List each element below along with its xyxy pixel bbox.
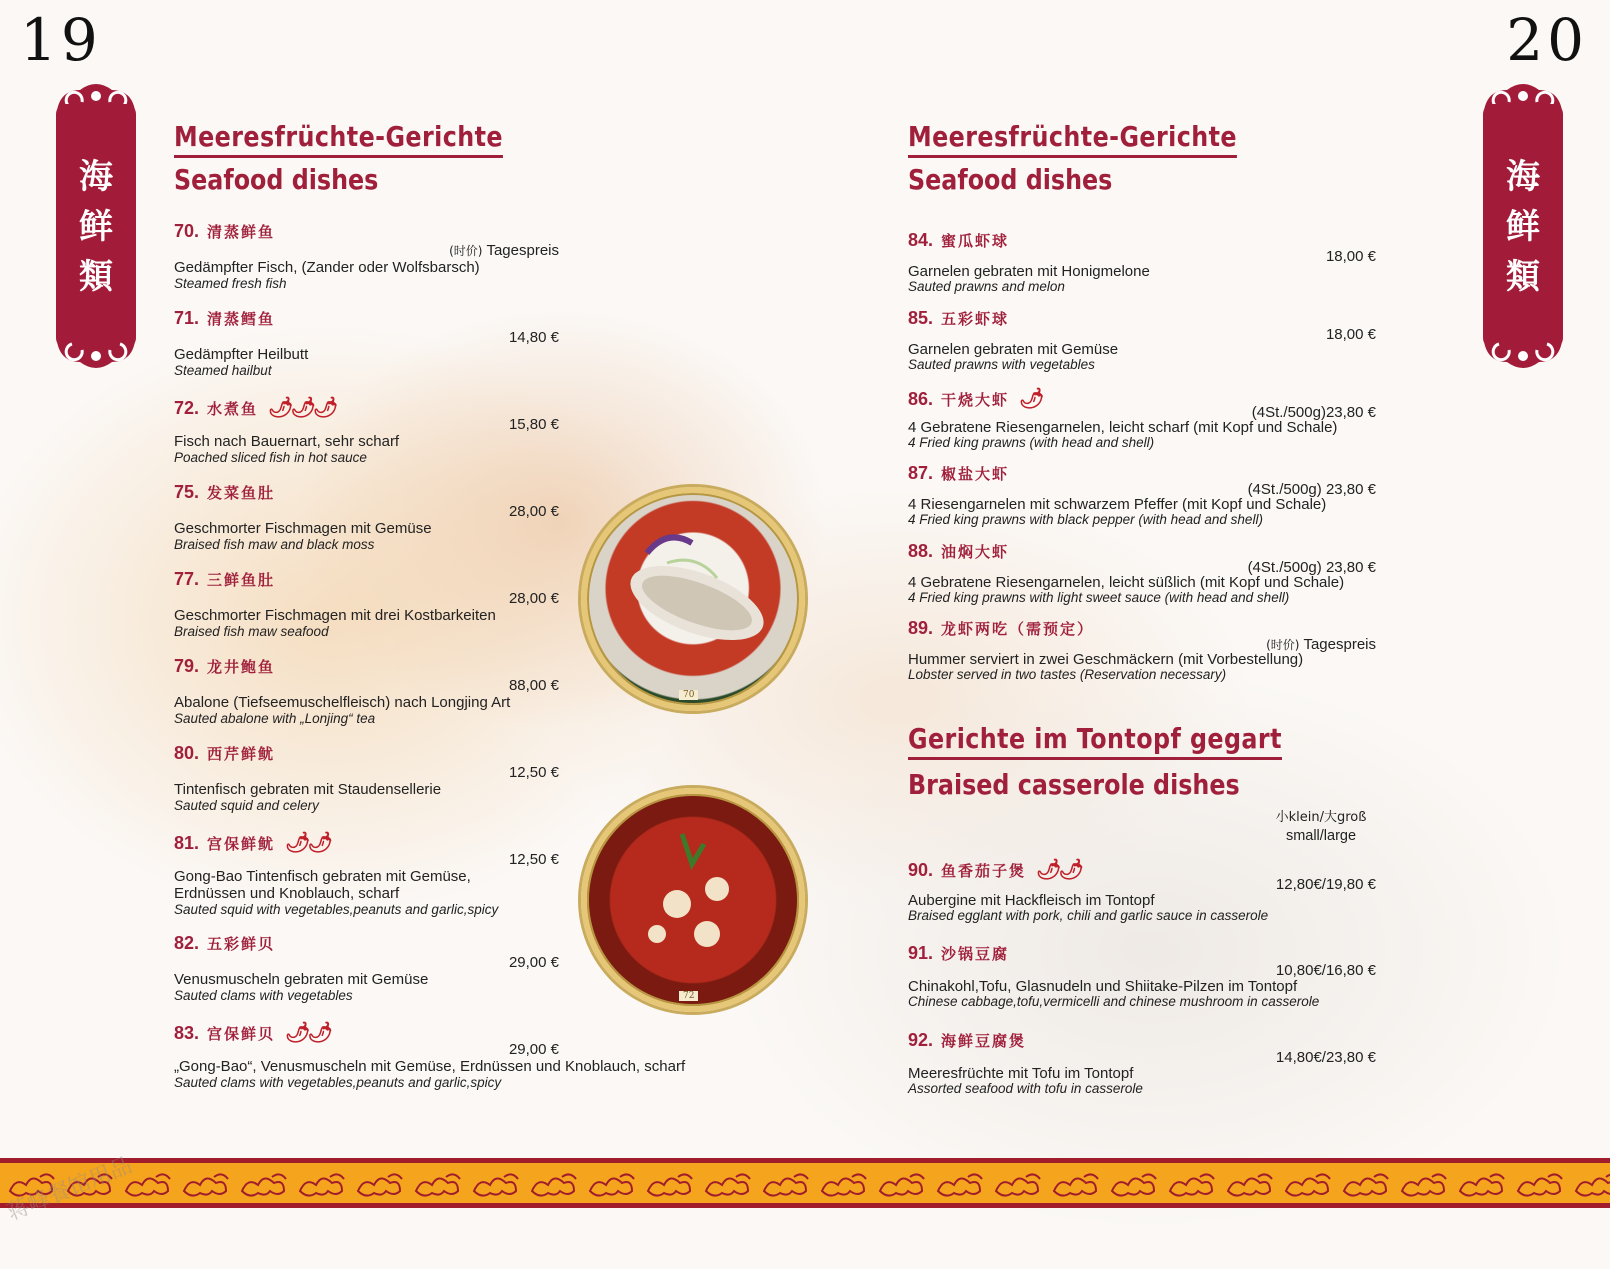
menu-item-english: 4 Fried king prawns with black pepper (with head and shell) — [908, 512, 1263, 527]
menu-item — [908, 463, 1376, 553]
section-title-casserole-en: Braised casserole dishes — [908, 768, 1240, 801]
menu-item-header — [908, 230, 1376, 256]
price-value: (4St./500g)23,80 € — [1251, 404, 1376, 421]
price-value: 12,50 € — [508, 764, 559, 781]
price-value: (4St./500g) 23,80 € — [1247, 481, 1376, 498]
menu-item-price — [509, 416, 559, 433]
menu-item — [908, 943, 1376, 1033]
menu-item-chinese-name: 清蒸鲜鱼 — [207, 223, 276, 241]
menu-item-price — [509, 764, 559, 781]
menu-item-german: Venusmuscheln gebraten mit Gemüse — [174, 971, 429, 988]
size-header-line2: small/large — [1285, 828, 1357, 844]
menu-item-price — [509, 677, 559, 694]
menu-item-english: Poached sliced fish in hot sauce — [174, 450, 367, 465]
menu-item-german: Geschmorter Fischmagen mit drei Kostbarkeiten — [174, 607, 496, 624]
menu-item — [174, 395, 559, 485]
menu-item — [908, 308, 1376, 398]
menu-item-price — [509, 590, 559, 607]
section-title-en: Seafood dishes — [174, 163, 379, 196]
menu-item-number: 70. — [174, 221, 200, 241]
menu-item-number: 90. — [908, 860, 934, 880]
category-banner-left — [50, 82, 142, 370]
price-tag: (时价) — [449, 244, 483, 258]
category-banner-right — [1477, 82, 1569, 370]
menu-item — [174, 656, 559, 746]
chili-pepper-icon: 🌶🌶 — [1036, 859, 1081, 881]
menu-item-price — [509, 1041, 559, 1058]
menu-item-english: Sauted prawns with vegetables — [908, 357, 1095, 372]
price-value: 28,00 € — [508, 590, 559, 607]
menu-item-chinese-name: 沙锅豆腐 — [941, 945, 1010, 963]
menu-item-number: 86. — [908, 389, 934, 409]
section-title-casserole-de — [908, 722, 1282, 755]
menu-item-english: Lobster served in two tastes (Reservation necessary) — [908, 667, 1227, 682]
cloud-pattern-icon — [0, 1163, 1610, 1203]
section-title-de — [174, 120, 503, 153]
menu-item-german: 4 Gebratene Riesengarnelen, leicht scharf (mit Kopf und Schale) — [908, 419, 1338, 436]
menu-item-number: 84. — [908, 230, 934, 250]
price-value: 15,80 € — [508, 416, 559, 433]
price-value: 18,00 € — [1325, 248, 1376, 265]
menu-item-number: 71. — [174, 308, 200, 328]
watermark: 蒋峰餐馆用品 — [3, 1153, 136, 1226]
photo-label: 70 — [679, 690, 698, 700]
menu-item-german: Aubergine mit Hackfleisch im Tontopf — [908, 892, 1155, 909]
menu-item-german: Chinakohl,Tofu, Glasnudeln und Shiitake-Pilzen im Tontopf — [908, 978, 1298, 995]
dish-photo-poached-fish — [581, 788, 805, 1012]
menu-item-chinese-name: 五彩鲜贝 — [207, 935, 276, 953]
menu-item-number: 80. — [174, 743, 200, 763]
menu-item-german: „Gong-Bao“, Venusmuscheln mit Gemüse, Erdnüssen und Knoblauch, scharf — [174, 1058, 686, 1075]
price-value: 28,00 € — [508, 503, 559, 520]
page-number-right: 20 — [1506, 6, 1588, 74]
section-title-de-text: Gerichte im Tontopf gegart — [908, 722, 1282, 755]
menu-item-chinese-name: 蜜瓜虾球 — [941, 232, 1010, 250]
menu-item-number: 89. — [908, 618, 934, 638]
menu-item-number: 79. — [174, 656, 200, 676]
menu-item-chinese-name: 宫保鲜贝 — [207, 1025, 276, 1043]
menu-item-english: Steamed hailbut — [174, 363, 272, 378]
menu-item-price — [1326, 326, 1376, 343]
section-title-de-text: Meeresfrüchte-Gerichte — [174, 120, 503, 153]
menu-item-number: 82. — [174, 933, 200, 953]
menu-item-chinese-name: 油焖大虾 — [941, 543, 1010, 561]
menu-item-number: 81. — [174, 833, 200, 853]
menu-item-german: Abalone (Tiefseemuschelfleisch) nach Longjing Art — [174, 694, 511, 711]
price-value: Tagespreis — [486, 242, 559, 259]
menu-item — [174, 743, 559, 833]
banner-char: 海 — [1506, 157, 1540, 197]
menu-item-german: Gong-Bao Tintenfisch gebraten mit Gemüse, — [174, 868, 471, 885]
banner-char: 鲜 — [79, 207, 113, 247]
page-number-left: 19 — [20, 6, 102, 74]
menu-item-chinese-name: 鱼香茄子煲 — [941, 862, 1027, 880]
size-header — [1268, 809, 1374, 845]
menu-item-number: 77. — [174, 569, 200, 589]
menu-item-english: Steamed fresh fish — [174, 276, 287, 291]
menu-item-german: Meeresfrüchte mit Tofu im Tontopf — [908, 1065, 1134, 1082]
menu-item-chinese-name: 干烧大虾 — [941, 391, 1010, 409]
menu-item-german-line2: Erdnüssen und Knoblauch, scharf — [174, 885, 400, 902]
hot-fish-image — [587, 794, 799, 1006]
menu-item-header — [174, 743, 559, 769]
menu-item-chinese-name: 三鲜鱼肚 — [207, 571, 276, 589]
menu-item-header — [174, 656, 559, 682]
menu-item — [908, 230, 1376, 320]
menu-item-header — [174, 1020, 559, 1046]
menu-item-english: Assorted seafood with tofu in casserole — [908, 1081, 1143, 1096]
menu-item-number: 85. — [908, 308, 934, 328]
price-value: (4St./500g) 23,80 € — [1247, 559, 1376, 576]
price-value: 29,00 € — [508, 954, 559, 971]
menu-item — [174, 569, 559, 659]
menu-item-price — [509, 851, 559, 868]
price-value: 29,00 € — [508, 1041, 559, 1058]
menu-item-header — [174, 308, 559, 334]
price-value: 88,00 € — [508, 677, 559, 694]
price-value: Tagespreis — [1303, 636, 1376, 653]
dish-photo-steamed-fish — [581, 487, 805, 711]
banner-char: 類 — [79, 257, 113, 297]
menu-item-price — [449, 242, 559, 259]
menu-item — [174, 933, 559, 1023]
menu-item — [174, 830, 559, 920]
menu-item-english: Sauted prawns and melon — [908, 279, 1065, 294]
menu-item-english: Sauted clams with vegetables,peanuts and garlic,spicy — [174, 1075, 502, 1090]
chili-pepper-icon: 🌶🌶 — [285, 832, 330, 854]
menu-item-chinese-name: 龙井鲍鱼 — [207, 658, 276, 676]
menu-item-header — [174, 569, 559, 595]
menu-item-chinese-name: 宫保鲜鱿 — [207, 835, 276, 853]
menu-item-number: 92. — [908, 1030, 934, 1050]
banner-char: 類 — [1506, 257, 1540, 297]
menu-item-number: 75. — [174, 482, 200, 502]
menu-item-chinese-name: 五彩虾球 — [941, 310, 1010, 328]
price-value: 12,80€/19,80 € — [1275, 876, 1376, 893]
scroll-ornament-icon — [1477, 330, 1569, 370]
menu-item — [174, 482, 559, 572]
menu-item-price — [1276, 962, 1376, 979]
menu-item-number: 87. — [908, 463, 934, 483]
menu-item-english: Chinese cabbage,tofu,vermicelli and chinese mushroom in casserole — [908, 994, 1320, 1009]
menu-item-german: Tintenfisch gebraten mit Staudensellerie — [174, 781, 442, 798]
menu-item-german: Geschmorter Fischmagen mit Gemüse — [174, 520, 432, 537]
menu-item-english: Braised fish maw and black moss — [174, 537, 375, 552]
menu-item-price — [509, 954, 559, 971]
menu-item-number: 83. — [174, 1023, 200, 1043]
menu-item-english: Braised fish maw seafood — [174, 624, 329, 639]
price-value: 12,50 € — [508, 851, 559, 868]
menu-item-number: 91. — [908, 943, 934, 963]
menu-item-german: Gedämpfter Fisch, (Zander oder Wolfsbarsch) — [174, 259, 480, 276]
menu-item-number: 72. — [174, 398, 200, 418]
chili-pepper-icon: 🌶🌶🌶 — [268, 397, 336, 419]
menu-item-english: Sauted clams with vegetables — [174, 988, 353, 1003]
menu-item-chinese-name: 发菜鱼肚 — [207, 484, 276, 502]
chili-pepper-icon: 🌶 — [1019, 388, 1042, 410]
menu-item-header — [174, 933, 559, 959]
section-title-de-text: Meeresfrüchte-Gerichte — [908, 120, 1237, 153]
menu-item-price — [1276, 876, 1376, 893]
menu-item-number: 88. — [908, 541, 934, 561]
price-tag: (时价) — [1266, 638, 1300, 652]
menu-item-german: Garnelen gebraten mit Gemüse — [908, 341, 1119, 358]
menu-item-header — [174, 395, 559, 421]
menu-item-price — [1326, 248, 1376, 265]
menu-item-english: Sauted squid with vegetables,peanuts and garlic,spicy — [174, 902, 499, 917]
cloud-pattern-band — [0, 1158, 1610, 1208]
menu-item — [174, 221, 559, 311]
price-value: 18,00 € — [1325, 326, 1376, 343]
section-title-de — [908, 120, 1237, 153]
scroll-ornament-icon — [50, 330, 142, 370]
menu-item-german: Garnelen gebraten mit Honigmelone — [908, 263, 1150, 280]
menu-item — [174, 308, 559, 398]
menu-item-chinese-name: 水煮鱼 — [207, 400, 259, 418]
menu-item-english: Sauted squid and celery — [174, 798, 319, 813]
menu-item-header — [174, 482, 559, 508]
menu-item-german: Gedämpfter Heilbutt — [174, 346, 309, 363]
menu-item — [174, 1020, 686, 1110]
menu-item — [908, 857, 1376, 947]
menu-item-chinese-name: 椒盐大虾 — [941, 465, 1010, 483]
menu-item-english: Sauted abalone with „Lonjing“ tea — [174, 711, 376, 726]
menu-item-header — [908, 308, 1376, 334]
size-header-line1: 小klein/大groß — [1275, 810, 1367, 825]
menu-item-price — [509, 503, 559, 520]
menu-item-german: 4 Riesengarnelen mit schwarzem Pfeffer (mit Kopf und Schale) — [908, 496, 1327, 513]
price-value: 14,80€/23,80 € — [1275, 1049, 1376, 1066]
fish-image — [587, 493, 799, 705]
banner-char: 海 — [79, 157, 113, 197]
menu-item-price — [509, 329, 559, 346]
menu-item-price — [1276, 1049, 1376, 1066]
banner-char: 鲜 — [1506, 207, 1540, 247]
menu-item-german: Hummer serviert in zwei Geschmäckern (mit Vorbestellung) — [908, 651, 1304, 668]
menu-item-chinese-name: 龙虾两吃（需预定） — [941, 620, 1095, 638]
menu-item-english: 4 Fried king prawns (with head and shell) — [908, 435, 1155, 450]
section-title-en: Seafood dishes — [908, 163, 1113, 196]
photo-label: 72 — [679, 991, 698, 1001]
price-value: 10,80€/16,80 € — [1275, 962, 1376, 979]
menu-item-chinese-name: 海鲜豆腐煲 — [941, 1032, 1027, 1050]
menu-item-english: Braised egglant with pork, chili and garlic sauce in casserole — [908, 908, 1269, 923]
menu-item-german: 4 Gebratene Riesengarnelen, leicht süßlich (mit Kopf und Schale) — [908, 574, 1345, 591]
menu-item-chinese-name: 清蒸鳕鱼 — [207, 310, 276, 328]
chili-pepper-icon: 🌶🌶 — [285, 1022, 330, 1044]
menu-item — [908, 1030, 1376, 1120]
price-value: 14,80 € — [508, 329, 559, 346]
menu-item-header — [174, 830, 559, 856]
menu-item-german: Fisch nach Bauernart, sehr scharf — [174, 433, 400, 450]
menu-item-chinese-name: 西芹鲜鱿 — [207, 745, 276, 763]
menu-item — [908, 618, 1376, 708]
menu-item-english: 4 Fried king prawns with light sweet sauce (with head and shell) — [908, 590, 1290, 605]
